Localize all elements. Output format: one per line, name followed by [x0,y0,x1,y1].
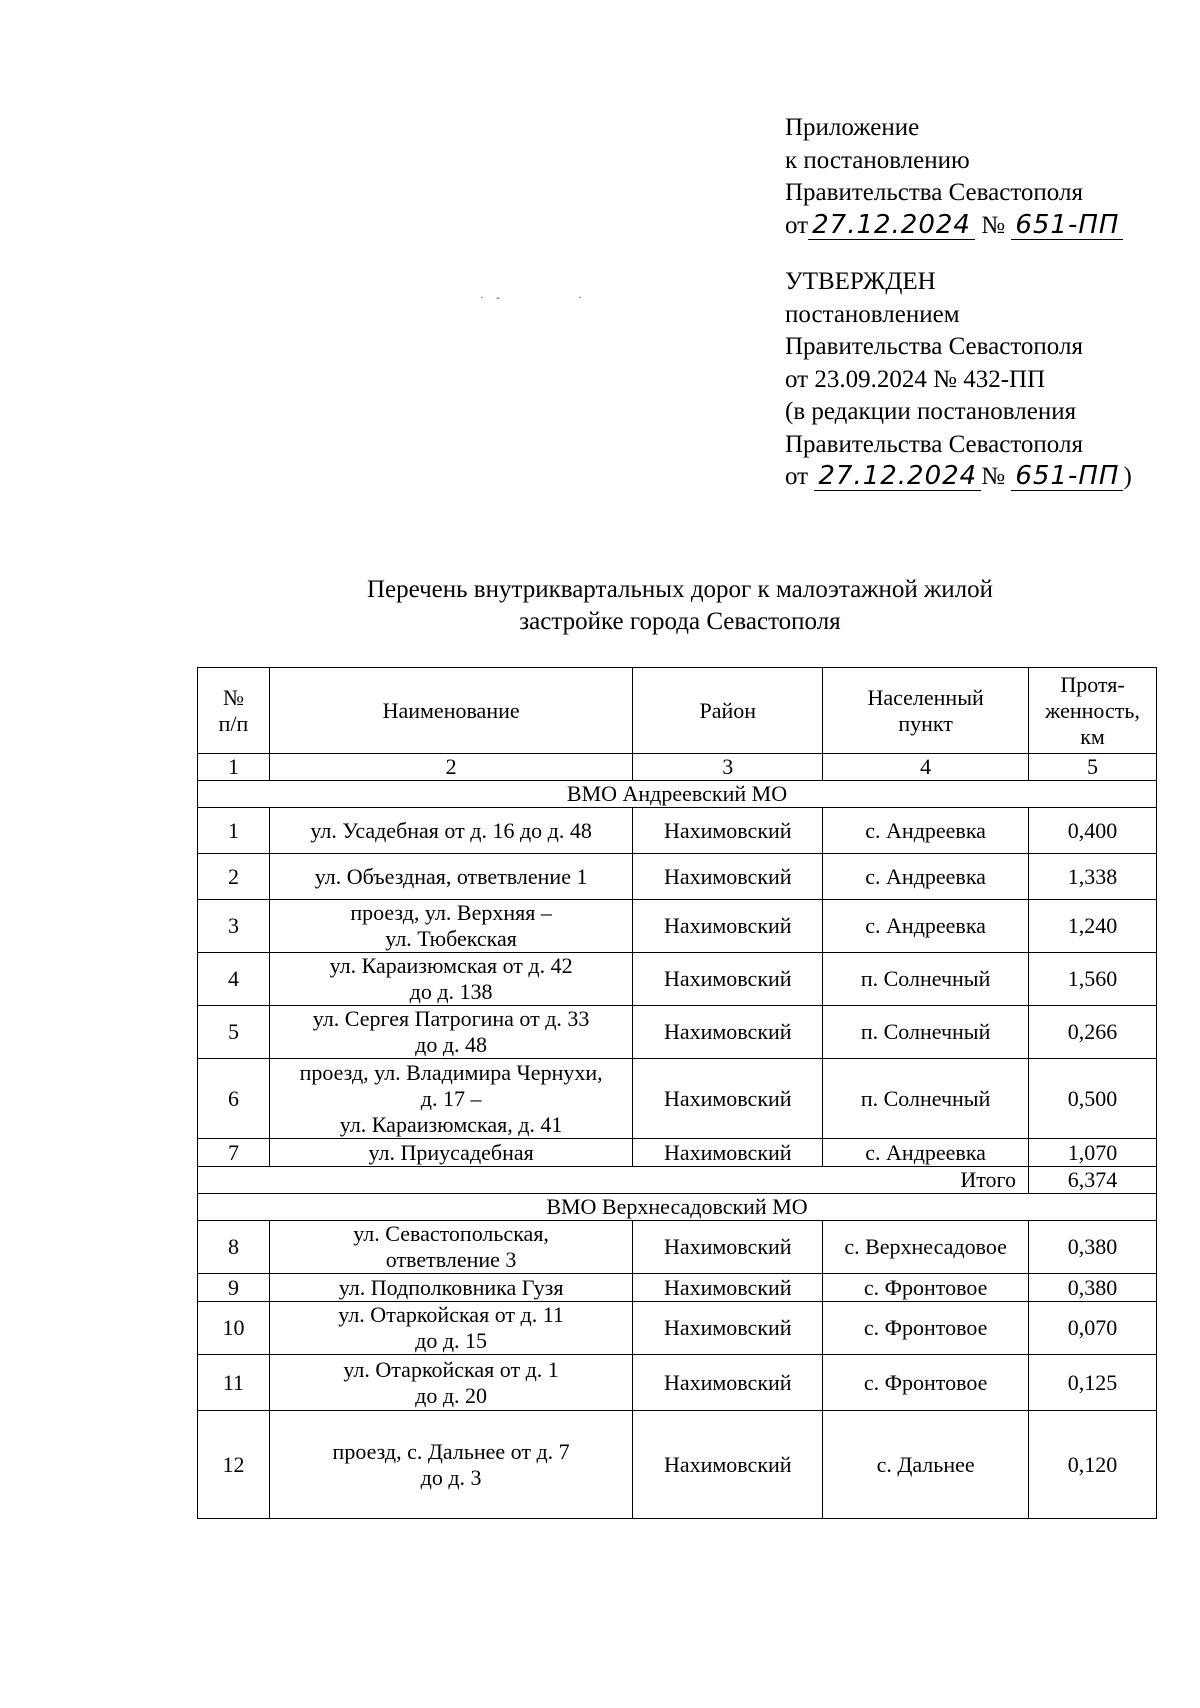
settlement: с. Андреевка [823,900,1029,953]
district: Нахимовский [633,854,823,900]
table-row [198,1139,1157,1167]
district: Нахимовский [633,1274,823,1302]
table-row [198,854,1157,900]
district: Нахимовский [633,1059,823,1139]
section-name: ВМО Верхнесадовский МО [198,1194,1157,1221]
number-sign: № [981,211,1006,239]
section-row [198,781,1157,808]
length-km: 0,266 [1029,1006,1157,1059]
appendix-header [785,112,1165,494]
district: Нахимовский [633,808,823,854]
appendix-line-3: Правительства Севастополя [785,179,1083,206]
table-row [198,808,1157,854]
column-number-5: 5 [1029,754,1157,781]
approved-line-1: УТВЕРЖДЕН [785,268,936,295]
title-line-1: Перечень внутриквартальных дорог к малоэтажной жилой [366,576,994,603]
number-sign: № [981,463,1006,490]
road-name: проезд, ул. Верхняя – ул. Тюбекская [269,900,632,953]
settlement: с. Фронтовое [823,1355,1029,1411]
table-row [198,953,1157,1006]
settlement: с. Андреевка [823,1139,1029,1167]
scan-specks: · ‐ · [480,290,582,304]
length-km: 0,120 [1029,1411,1157,1519]
settlement: с. Андреевка [823,854,1029,900]
table-row [198,1059,1157,1139]
row-number: 3 [198,900,270,953]
road-name: ул. Объездная, ответвление 1 [269,854,632,900]
length-km: 0,500 [1029,1059,1157,1139]
length-km: 0,380 [1029,1274,1157,1302]
handwritten-date: 27.12.2024 [814,462,981,491]
length-km: 1,338 [1029,854,1157,900]
road-name: ул. Отаркойская от д. 1 до д. 20 [269,1355,632,1411]
road-name: проезд, с. Дальнее от д. 7 до д. 3 [269,1411,632,1519]
settlement: с. Фронтовое [823,1274,1029,1302]
length-km: 0,400 [1029,808,1157,854]
settlement: п. Солнечный [823,953,1029,1006]
settlement: п. Солнечный [823,1006,1029,1059]
district: Нахимовский [633,1221,823,1274]
row-number: 7 [198,1139,270,1167]
approved-line-3: Правительства Севастополя [785,333,1083,360]
length-km: 1,070 [1029,1139,1157,1167]
row-number: 10 [198,1302,270,1355]
approved-line-4: от 23.09.2024 № 432-ПП [785,365,1046,393]
handwritten-date: 27.12.2024 [808,211,975,240]
column-number-4: 4 [823,754,1029,781]
total-label: Итого [198,1167,1029,1194]
table-row [198,1221,1157,1274]
total-value: 6,374 [1029,1167,1157,1194]
appendix-line-2: к постановлению [785,146,970,174]
date-prefix: от [785,463,809,490]
row-number: 6 [198,1059,270,1139]
approved-line-6: Правительства Севастополя [785,430,1083,458]
column-header-1: № п/п [198,668,270,754]
column-header-3: Район [633,668,823,754]
settlement: с. Дальнее [823,1411,1029,1519]
column-header-2: Наименование [269,668,632,754]
row-number: 12 [198,1411,270,1519]
settlement: с. Андреевка [823,808,1029,854]
settlement: с. Верхнесадовое [823,1221,1029,1274]
appendix-date-line [785,210,1165,243]
header-row [198,668,1157,754]
column-number-1: 1 [198,754,270,781]
row-number: 5 [198,1006,270,1059]
road-name: ул. Отаркойская от д. 11 до д. 15 [269,1302,632,1355]
column-header-4: Населенный пункт [823,668,1029,754]
column-header-5: Протя- женность, км [1029,668,1157,754]
road-name: ул. Севастопольская, ответвление 3 [269,1221,632,1274]
road-name: ул. Усадебная от д. 16 до д. 48 [269,808,632,854]
table-row [198,1302,1157,1355]
section-row [198,1194,1157,1221]
district: Нахимовский [633,1355,823,1411]
settlement: п. Солнечный [823,1059,1029,1139]
district: Нахимовский [633,900,823,953]
handwritten-number: 651-ПП [1011,211,1123,240]
approved-line-5: (в редакции постановления [785,398,1077,425]
row-number: 1 [198,808,270,854]
table-row [198,1006,1157,1059]
row-number: 11 [198,1355,270,1411]
length-km: 1,240 [1029,900,1157,953]
district: Нахимовский [633,1006,823,1059]
district: Нахимовский [633,953,823,1006]
table-row [198,900,1157,953]
district: Нахимовский [633,1139,823,1167]
approved-line-2: постановлением [785,300,960,328]
road-name: ул. Сергея Патрогина от д. 33 до д. 48 [269,1006,632,1059]
road-name: ул. Приусадебная [269,1139,632,1167]
table-row [198,1355,1157,1411]
length-km: 0,070 [1029,1302,1157,1355]
column-number-2: 2 [269,754,632,781]
table-row [198,1274,1157,1302]
length-km: 1,560 [1029,953,1157,1006]
closing-paren: ) [1123,463,1132,490]
date-prefix: от [785,211,809,239]
district: Нахимовский [633,1302,823,1355]
row-number: 8 [198,1221,270,1274]
row-number: 2 [198,854,270,900]
length-km: 0,125 [1029,1355,1157,1411]
appendix-line-1: Приложение [785,114,920,141]
row-number: 4 [198,953,270,1006]
district: Нахимовский [633,1411,823,1519]
column-number-3: 3 [633,754,823,781]
road-name: проезд, ул. Владимира Чернухи, д. 17 – ул. Караизюмская, д. 41 [269,1059,632,1139]
road-name: ул. Караизюмская от д. 42 до д. 138 [269,953,632,1006]
roads-table [197,667,1157,1519]
table-row [198,1411,1157,1519]
column-numbers-row [198,754,1157,781]
row-number: 9 [198,1274,270,1302]
document-title [220,574,1140,638]
length-km: 0,380 [1029,1221,1157,1274]
handwritten-number: 651-ПП [1011,462,1123,491]
section-name: ВМО Андреевский МО [198,781,1157,808]
title-line-2: застройке города Севастополя [519,608,841,635]
total-row [198,1167,1157,1194]
settlement: с. Фронтовое [823,1302,1029,1355]
road-name: ул. Подполковника Гузя [269,1274,632,1302]
approved-date-line [785,461,1165,494]
